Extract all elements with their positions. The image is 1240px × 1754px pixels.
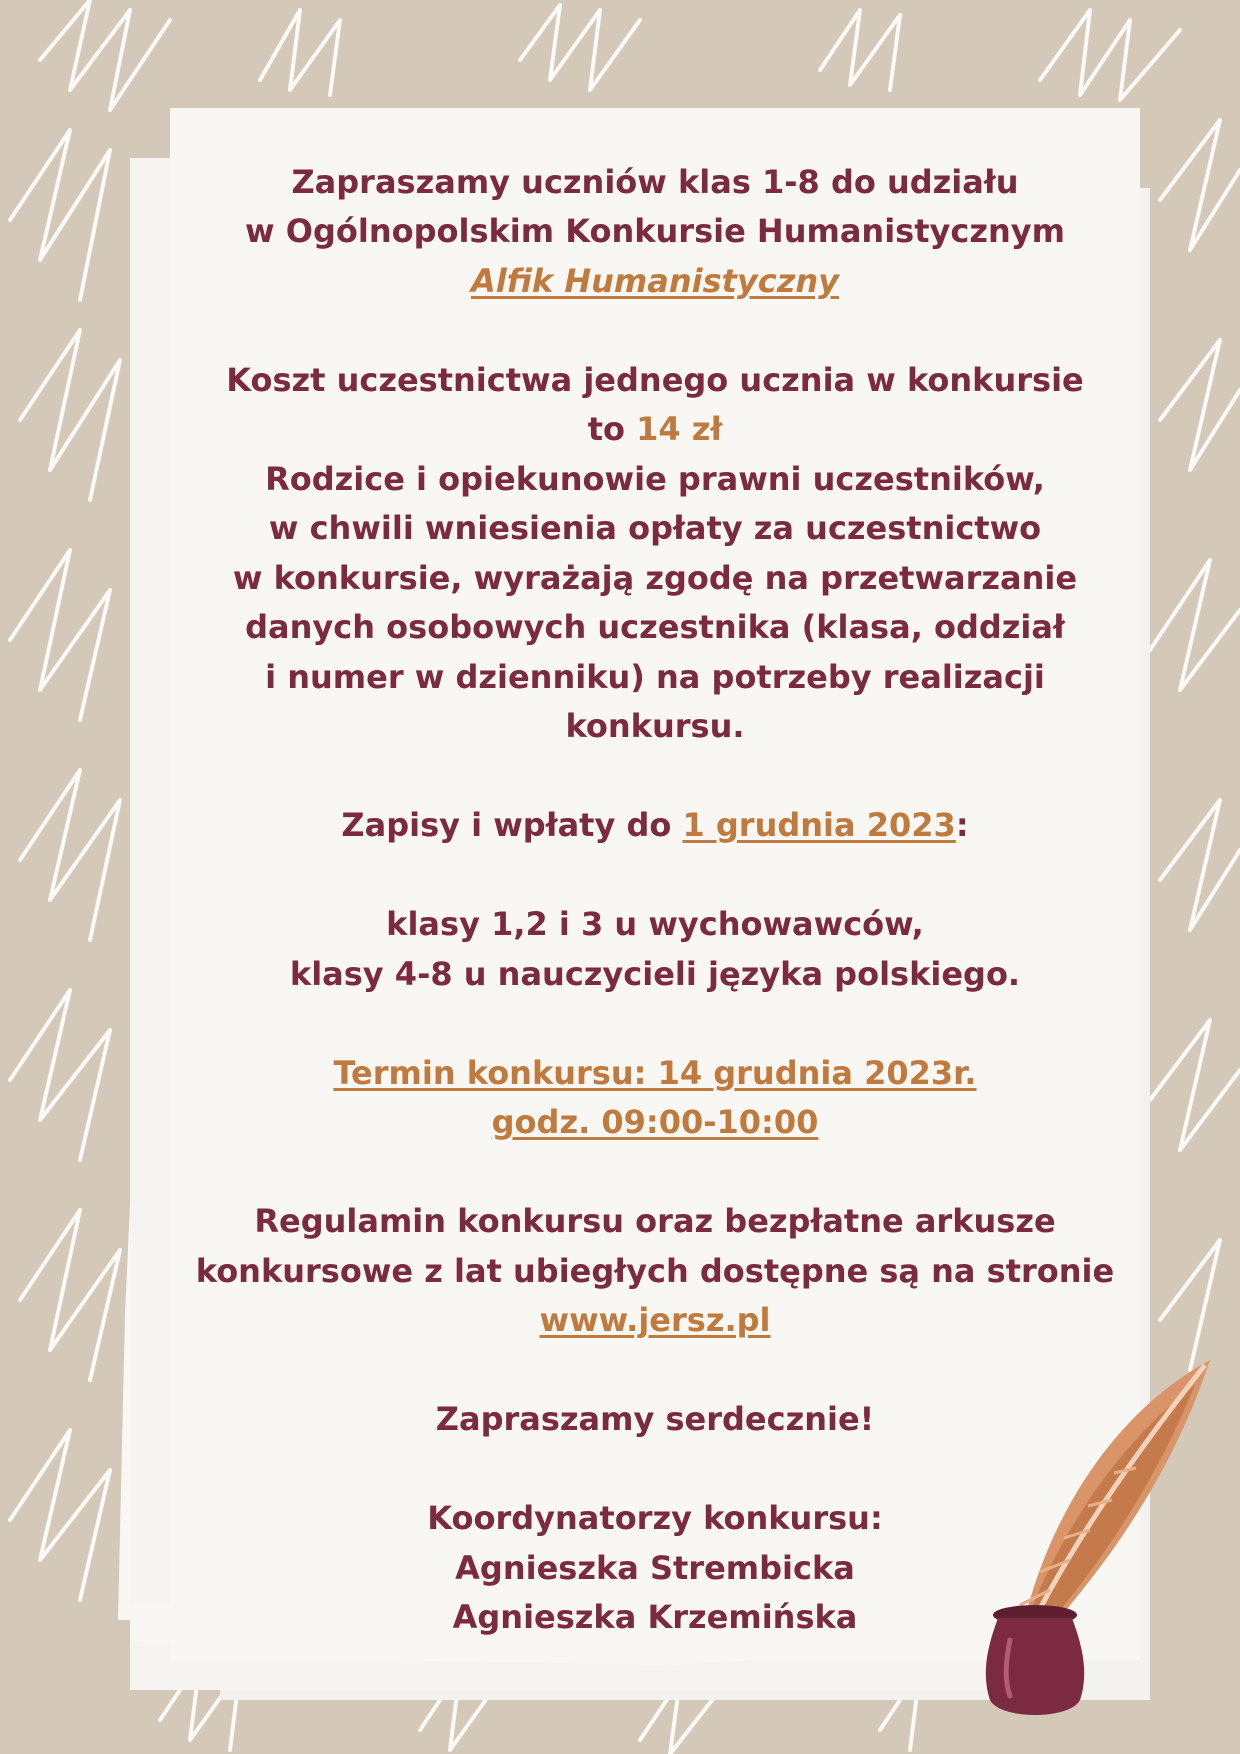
registration-suffix: : [955, 806, 969, 844]
price-value: 14 zł [636, 410, 723, 448]
ink-pot [986, 1605, 1084, 1715]
intro-line-2: w Ogólnopolskim Konkursie Humanistycznym [245, 212, 1065, 250]
registration-deadline-link[interactable]: 1 grudnia 2023 [682, 806, 956, 844]
classes-line-2: klasy 4-8 u nauczycieli języka polskiego. [289, 954, 1021, 993]
consent-line-5: i numer w dzienniku) na potrzeby realizacji [265, 657, 1045, 696]
classes-line-1: klasy 1,2 i 3 u wychowawców, [386, 905, 924, 943]
consent-line-2: w chwili wniesienia opłaty za uczestnictwo [268, 509, 1042, 547]
rules-line-2: konkursowe z lat ubiegłych dostępne są na stronie [195, 1251, 1115, 1290]
term-time-link[interactable]: godz. 09:00-10:00 [491, 1103, 819, 1141]
website-link[interactable]: www.jersz.pl [539, 1301, 771, 1339]
consent-line-6: konkursu. [565, 707, 745, 745]
quill-ink-icon [960, 1340, 1220, 1740]
consent-line-4: danych osobowych uczestnika (klasa, oddział [245, 608, 1065, 646]
rules-line-1: Regulamin konkursu oraz bezpłatne arkusze [254, 1202, 1056, 1240]
coordinator-name-2: Agnieszka Krzemińska [452, 1598, 858, 1636]
consent-line-3: w konkursie, wyrażają zgodę na przetwarzanie [232, 558, 1078, 597]
cost-prefix: to [587, 410, 637, 448]
contest-name-link[interactable]: Alfik Humanistyczny [470, 261, 840, 300]
intro-line-1: Zapraszamy uczniów klas 1-8 do udziału [291, 162, 1019, 201]
invite-text: Zapraszamy serdecznie! [435, 1400, 875, 1438]
coordinator-name-1: Agnieszka Strembicka [455, 1548, 855, 1587]
registration-line [170, 801, 1140, 851]
cost-line-1: Koszt uczestnictwa jednego ucznia w konkursie [226, 360, 1084, 399]
term-date-link[interactable]: Termin konkursu: 14 grudnia 2023r. [333, 1053, 977, 1092]
cost-line-2 [170, 405, 1140, 455]
consent-line-1: Rodzice i opiekunowie prawni uczestników, [265, 459, 1045, 498]
registration-prefix: Zapisy i wpłaty do [341, 806, 683, 844]
coordinators-heading: Koordynatorzy konkursu: [427, 1499, 883, 1537]
